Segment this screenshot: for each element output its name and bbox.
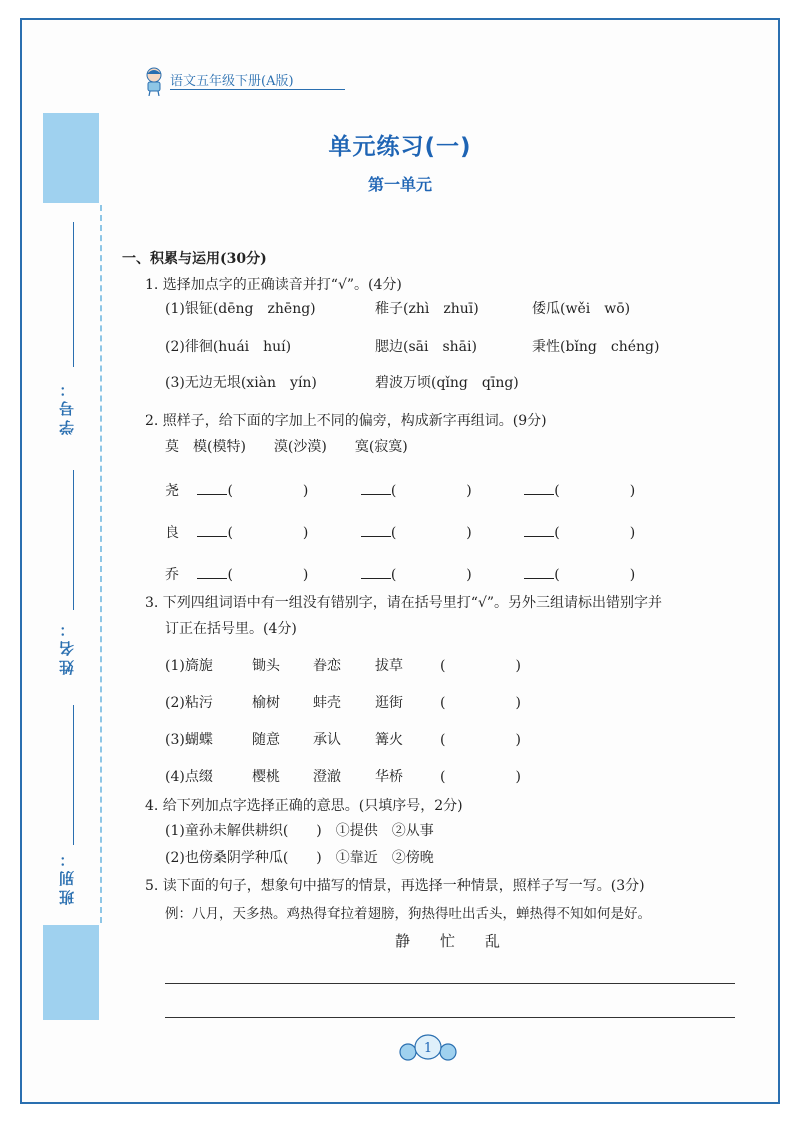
answer-line[interactable] bbox=[165, 983, 735, 984]
page-title: 单元练习(一) bbox=[328, 134, 472, 160]
q2-blank[interactable] bbox=[361, 480, 391, 495]
q2-blank[interactable] bbox=[197, 522, 227, 537]
q2-prompt: 2. 照样子，给下面的字加上不同的偏旁，构成新字再组词。(9分) bbox=[145, 413, 547, 429]
q2-blank[interactable] bbox=[524, 522, 554, 537]
answer-line[interactable] bbox=[165, 1017, 735, 1018]
section-heading: 一、积累与运用(30分) bbox=[122, 251, 267, 267]
page-subtitle: 第一单元 bbox=[367, 175, 432, 194]
q3-word: (2)粘污 bbox=[165, 695, 213, 711]
q5-options: 静 忙 乱 bbox=[395, 932, 501, 950]
q5-prompt: 5. 读下面的句子，想象句中描写的情景，再选择一种情景，照样子写一写。(3分) bbox=[145, 878, 645, 894]
q1-item: 碧波万顷(qǐng qīng) bbox=[375, 375, 519, 391]
q3-answer[interactable]: ( ) bbox=[440, 658, 521, 674]
q5-example: 例：八月，天多热。鸡热得耷拉着翅膀，狗热得吐出舌头，蝉热得不知如何是好。 bbox=[165, 906, 651, 922]
side-block-bottom bbox=[43, 925, 99, 1020]
name-line bbox=[73, 470, 74, 610]
q4-item: (1)童孙未解供耕织( ) ①提供 ②从事 bbox=[165, 823, 434, 839]
q2-paren: ( ) bbox=[554, 567, 636, 583]
q3-word: 逛街 bbox=[375, 695, 403, 711]
class-label: 班别： bbox=[58, 848, 76, 905]
book-title: 语文五年级下册(A版) bbox=[170, 74, 294, 89]
q2-paren: ( ) bbox=[227, 525, 309, 541]
q2-char: 良 bbox=[165, 525, 179, 541]
q3-word: (3)蝴蝶 bbox=[165, 732, 213, 748]
q1-item: 秉性(bǐng chéng) bbox=[532, 339, 660, 355]
q3-word: 华桥 bbox=[375, 769, 403, 785]
q3-word: 承认 bbox=[313, 732, 341, 748]
q3-word: 篝火 bbox=[375, 732, 403, 748]
q3-word: 蚌壳 bbox=[313, 695, 341, 711]
q3-word: 澄澈 bbox=[313, 769, 341, 785]
q1-item: (3)无边无垠(xiàn yín) bbox=[165, 375, 317, 391]
q2-paren: ( ) bbox=[227, 483, 309, 499]
q2-blank[interactable] bbox=[197, 480, 227, 495]
class-field bbox=[56, 848, 80, 905]
page-number: 1 bbox=[423, 1041, 433, 1056]
q2-paren: ( ) bbox=[227, 567, 309, 583]
q4-item: (2)也傍桑阴学种瓜( ) ①靠近 ②傍晚 bbox=[165, 850, 434, 866]
student-id-field bbox=[56, 378, 80, 435]
q1-item: (2)徘徊(huái huí) bbox=[165, 339, 292, 355]
page-number-badge bbox=[398, 1030, 458, 1066]
q2-row bbox=[165, 564, 635, 584]
student-id-label: 学号： bbox=[58, 378, 76, 435]
q3-word: 眷恋 bbox=[313, 658, 341, 674]
q3-answer[interactable]: ( ) bbox=[440, 695, 521, 711]
binding-dashed-line bbox=[100, 205, 102, 923]
q2-paren: ( ) bbox=[390, 525, 472, 541]
q3-word: 榆树 bbox=[252, 695, 280, 711]
q2-blank[interactable] bbox=[361, 522, 391, 537]
name-field bbox=[56, 618, 80, 675]
q2-blank[interactable] bbox=[524, 480, 554, 495]
q3-word: (4)点缀 bbox=[165, 769, 213, 785]
q2-paren: ( ) bbox=[554, 525, 636, 541]
q1-item: 倭瓜(wěi wō) bbox=[532, 301, 631, 317]
student-id-line bbox=[73, 222, 74, 367]
q2-paren: ( ) bbox=[554, 483, 636, 499]
header-underline bbox=[170, 89, 345, 90]
q3-prompt-cont: 订正在括号里。(4分) bbox=[165, 621, 297, 637]
q2-char: 尧 bbox=[165, 483, 179, 499]
q3-answer[interactable]: ( ) bbox=[440, 732, 521, 748]
q2-blank[interactable] bbox=[197, 564, 227, 579]
q2-paren: ( ) bbox=[390, 483, 472, 499]
q3-answer[interactable]: ( ) bbox=[440, 769, 521, 785]
q3-word: (1)旖旎 bbox=[165, 658, 213, 674]
q2-blank[interactable] bbox=[361, 564, 391, 579]
q2-example: 莫 模(模特) 漠(沙漠) 寞(寂寞) bbox=[165, 439, 408, 455]
q3-word: 随意 bbox=[252, 732, 280, 748]
girl-mascot-icon bbox=[140, 66, 168, 96]
q2-blank[interactable] bbox=[524, 564, 554, 579]
name-label: 姓名： bbox=[58, 618, 76, 675]
q2-paren: ( ) bbox=[390, 567, 472, 583]
q1-prompt: 1. 选择加点字的正确读音并打“√”。(4分) bbox=[145, 277, 402, 293]
q3-word: 锄头 bbox=[252, 658, 280, 674]
q2-char: 乔 bbox=[165, 567, 179, 583]
q1-item: (1)银钲(dēng zhēng) bbox=[165, 301, 316, 317]
q2-row bbox=[165, 480, 635, 500]
q3-word: 樱桃 bbox=[252, 769, 280, 785]
class-line bbox=[73, 705, 74, 845]
q1-item: 腮边(sāi shāi) bbox=[375, 339, 477, 355]
q3-word: 拔草 bbox=[375, 658, 403, 674]
q3-prompt: 3. 下列四组词语中有一组没有错别字，请在括号里打“√”。另外三组请标出错别字并 bbox=[145, 595, 663, 611]
q2-row bbox=[165, 522, 635, 542]
q1-item: 稚子(zhì zhuī) bbox=[375, 301, 479, 317]
q4-prompt: 4. 给下列加点字选择正确的意思。(只填序号，2分) bbox=[145, 798, 463, 814]
